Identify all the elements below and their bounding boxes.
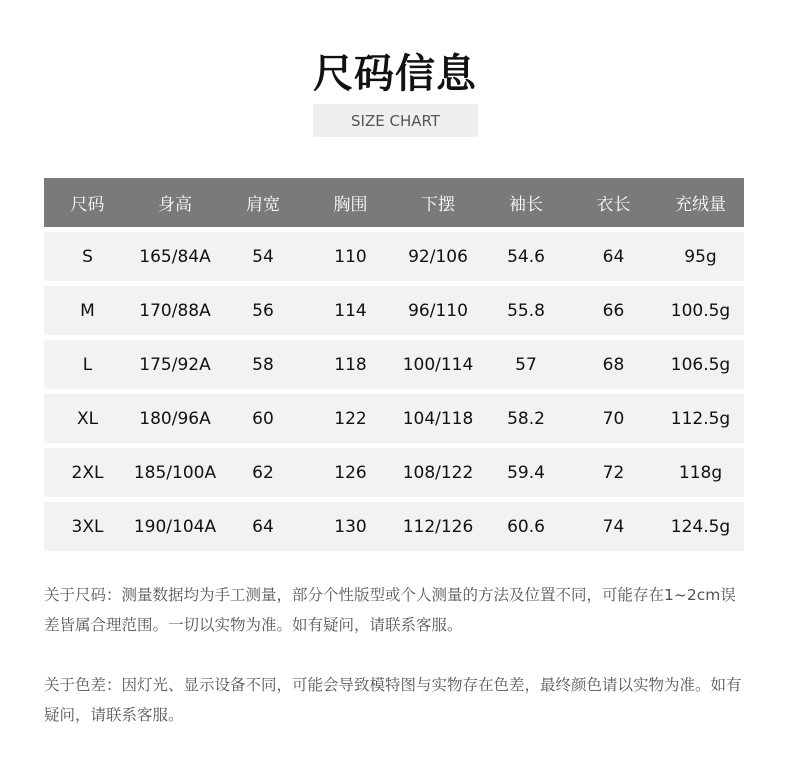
table-cell: L	[82, 354, 93, 375]
table-row	[44, 340, 744, 389]
table-row	[44, 394, 744, 443]
table-cell: 68	[602, 354, 625, 375]
table-row	[44, 286, 744, 335]
table-cell: 95g	[684, 246, 717, 267]
table-cell: 96/110	[408, 300, 468, 321]
table-cell: 58	[252, 354, 274, 375]
page-title: 尺码信息	[313, 51, 477, 97]
table-cell: 72	[602, 462, 625, 483]
table-cell: 70	[602, 408, 625, 429]
header-size: 尺码	[70, 195, 105, 215]
table-cell: 108/122	[402, 462, 474, 483]
color-note: 关于色差：因灯光、显示设备不同，可能会导致模特图与实物存在色差，最终颜色请以实物为准。如有疑问，请联系客服。	[44, 676, 742, 724]
header-sleeve: 袖长	[509, 195, 543, 215]
table-cell: 3XL	[71, 516, 104, 537]
table-cell: 110	[334, 246, 367, 267]
table-cell: 104/118	[402, 408, 474, 429]
header-shoulder: 肩宽	[246, 195, 280, 215]
table-cell: 118g	[678, 462, 723, 483]
table-cell: 106.5g	[670, 354, 731, 375]
table-cell: 114	[334, 300, 367, 321]
table-cell: 54.6	[507, 246, 545, 267]
table-cell: 112/126	[402, 516, 474, 537]
table-cell: 66	[602, 300, 625, 321]
table-row	[44, 448, 744, 497]
size-table	[44, 178, 744, 551]
table-cell: 122	[334, 408, 367, 429]
header-height: 身高	[158, 195, 192, 215]
table-cell: 190/104A	[133, 516, 217, 537]
table-cell: 60	[252, 408, 274, 429]
table-row	[44, 502, 744, 551]
table-cell: 130	[334, 516, 367, 537]
table-row	[44, 232, 744, 281]
size-note: 关于尺码：测量数据均为手工测量，部分个性版型或个人测量的方法及位置不同，可能存在1~2cm误差皆属合理范围。一切以实物为准。如有疑问，请联系客服。	[44, 586, 736, 634]
table-cell: S	[82, 246, 93, 267]
table-cell: 55.8	[507, 300, 545, 321]
table-cell: 58.2	[507, 408, 545, 429]
table-cell: 62	[252, 462, 274, 483]
table-cell: XL	[76, 408, 99, 429]
size-chart-subtitle: SIZE CHART	[313, 104, 478, 137]
table-cell: 124.5g	[670, 516, 731, 537]
table-cell: 57	[515, 354, 537, 375]
table-cell: 126	[334, 462, 367, 483]
table-cell: 185/100A	[133, 462, 217, 483]
table-cell: 175/92A	[139, 354, 211, 375]
header-hem: 下摆	[421, 195, 455, 215]
table-cell: 74	[602, 516, 625, 537]
table-cell: 180/96A	[139, 408, 211, 429]
table-cell: 54	[252, 246, 274, 267]
header-length: 衣长	[596, 195, 631, 215]
table-cell: 64	[252, 516, 274, 537]
table-cell: 100/114	[402, 354, 474, 375]
table-cell: 59.4	[507, 462, 545, 483]
table-cell: 2XL	[71, 462, 104, 483]
table-cell: 118	[334, 354, 367, 375]
table-cell: 170/88A	[139, 300, 211, 321]
table-cell: 100.5g	[670, 300, 731, 321]
table-cell: 92/106	[408, 246, 468, 267]
table-cell: M	[80, 300, 95, 321]
table-cell: 60.6	[507, 516, 545, 537]
header-down-fill: 充绒量	[675, 195, 726, 215]
table-cell: 112.5g	[670, 408, 731, 429]
header-chest: 胸围	[333, 195, 368, 215]
table-cell: 64	[602, 246, 625, 267]
table-header	[44, 178, 744, 227]
table-cell: 165/84A	[139, 246, 211, 267]
table-cell: 56	[252, 300, 274, 321]
